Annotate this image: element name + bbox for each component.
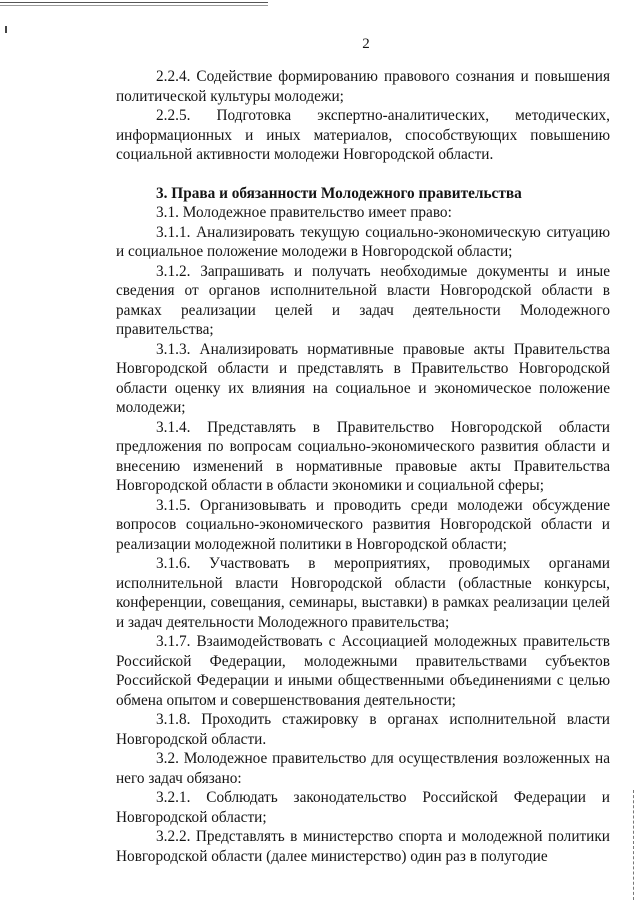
paragraph-3-1-5: 3.1.5. Организовывать и проводить среди молодежи обсуждение вопросов социально-экономического развития Новгородской области и реализации молодежной политики в Новгородской области; (116, 496, 610, 553)
paragraph-3-1-7: 3.1.7. Взаимодействовать с Ассоциацией молодежных правительств Российской Федерации, молодежными правительствами субъектов Российской Федерации и иными общественными объединениями с целью обмена опытом и совершенствования деятельности; (116, 633, 610, 709)
paragraph-3-1-1: 3.1.1. Анализировать текущую социально-экономическую ситуацию и социальное положение молодежи в Новгородской области; (116, 223, 610, 260)
paragraph-3-2-2: 3.2.2. Представлять в министерство спорта и молодежной политики Новгородской области (далее министерство) один раз в полугодие (116, 828, 610, 865)
paragraph-3-1-8: 3.1.8. Проходить стажировку в органах исполнительной власти Новгородской области. (116, 711, 610, 748)
page-number: 2 (362, 36, 370, 52)
paragraph-3-2: 3.2. Молодежное правительство для осуществления возложенных на него задач обязано: (116, 750, 610, 787)
paragraph-3-1-3: 3.1.3. Анализировать нормативные правовые акты Правительства Новгородской области и представлять в Правительство Новгородской области оценку их влияния на социальное и экономическое положение молодежи; (116, 340, 610, 416)
paragraph-3-1-4: 3.1.4. Представлять в Правительство Новгородской области предложения по вопросам социально-экономического развития области и внесению изменений в нормативные правовые акты Правительства Новгородской области в области экономики и социальной сферы; (116, 418, 610, 494)
scan-edge-line (0, 2, 268, 3)
document-body (116, 67, 610, 866)
paragraph-2-2-4: 2.2.4. Содействие формированию правового сознания и повышения политической культуры молодежи; (116, 68, 610, 105)
scan-mark (5, 26, 7, 33)
paragraph-3-2-1: 3.2.1. Соблюдать законодательство Российской Федерации и Новгородской области; (116, 789, 610, 826)
paragraph-3-1-2: 3.1.2. Запрашивать и получать необходимые документы и иные сведения от органов исполнительной власти Новгородской области в рамках реализации целей и задач деятельности Молодежного правительства; (116, 262, 610, 338)
scan-edge-line (633, 790, 635, 900)
paragraph-3-1: 3.1. Молодежное правительство имеет право: (156, 204, 452, 221)
scan-edge-line (0, 5, 268, 6)
paragraph-2-2-5: 2.2.5. Подготовка экспертно-аналитических, методических, информационных и иных материалов, способствующих повышению социальной активности молодежи Новгородской области. (116, 107, 610, 163)
section-heading: 3. Права и обязанности Молодежного правительства (156, 184, 522, 202)
paragraph-3-1-6: 3.1.6. Участвовать в мероприятиях, проводимых органами исполнительной власти Новгородской области (областные конкурсы, конференции, совещания, семинары, выставки) в рамках реализации целей и задач деятельности Молодежного правительства; (116, 555, 610, 631)
